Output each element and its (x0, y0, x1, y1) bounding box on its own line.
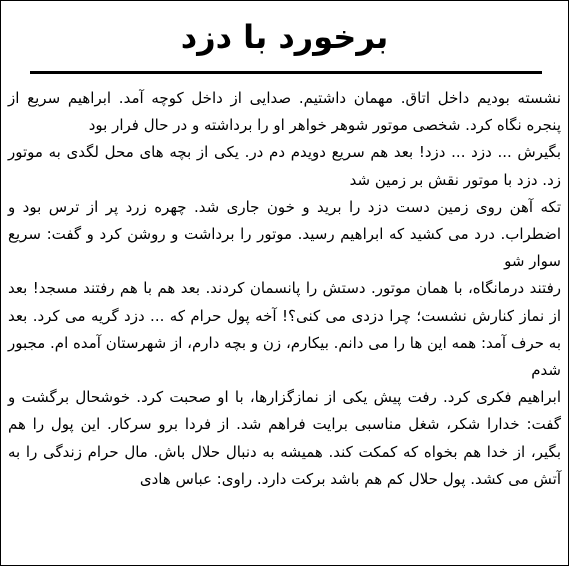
paragraph-2: بگیرش ... دزد ... دزد! بعد هم سریع دویدم دم در. یکی از بچه های محل لگدی به موتور زد. دزد با موتور نقش بر زمین شد (8, 143, 561, 189)
paragraph-1: نشسته بودیم داخل اتاق. مهمان داشتیم. صدایی از داخل کوچه آمد. ابراهیم سریع از پنجره نگاه کرد. شخصی موتور شوهر خواهر او را برداشته و در حال فرار بود (8, 89, 561, 135)
paragraph-3: تکه آهن روی زمین دست دزد را برید و خون جاری شد. چهره زرد پر از ترس بود و اضطراب. درد می کشید که ابراهیم رسید. موتور را برداشت و روشن کرد و گفت: سریع سوار شو (8, 197, 561, 271)
title-divider (30, 71, 542, 74)
page-title: برخورد با دزد (180, 18, 389, 56)
paragraph-4: رفتند درمانگاه، با همان موتور. دستش را پانسمان کردند. بعد هم با هم رفتند مسجد! بعد از نماز کنارش نشست؛ چرا دزدی می کنی؟! آخه پول حرام که ... دزد گریه می کرد. بعد به حرف آمد: همه این ها را می دانم. بیکارم، زن و بچه دارم، از شهرستان آمده ام. مجبور شدم (8, 279, 561, 380)
paragraph-5: ابراهیم فکری کرد. رفت پیش یکی از نمازگزارها، با او صحبت کرد. خوشحال برگشت و گفت: خدارا شکر، شغل مناسبی برایت فراهم شد. از فردا برو سرکار. این پول را هم بگیر، از خدا هم بخواه که کمکت کند. همیشه به دنبال حلال باش. مال حرام زندگی را به آتش می کشد. پول حلال کم هم باشد برکت دارد. راوی: عباس هادی (8, 388, 561, 488)
story-body (8, 85, 561, 493)
